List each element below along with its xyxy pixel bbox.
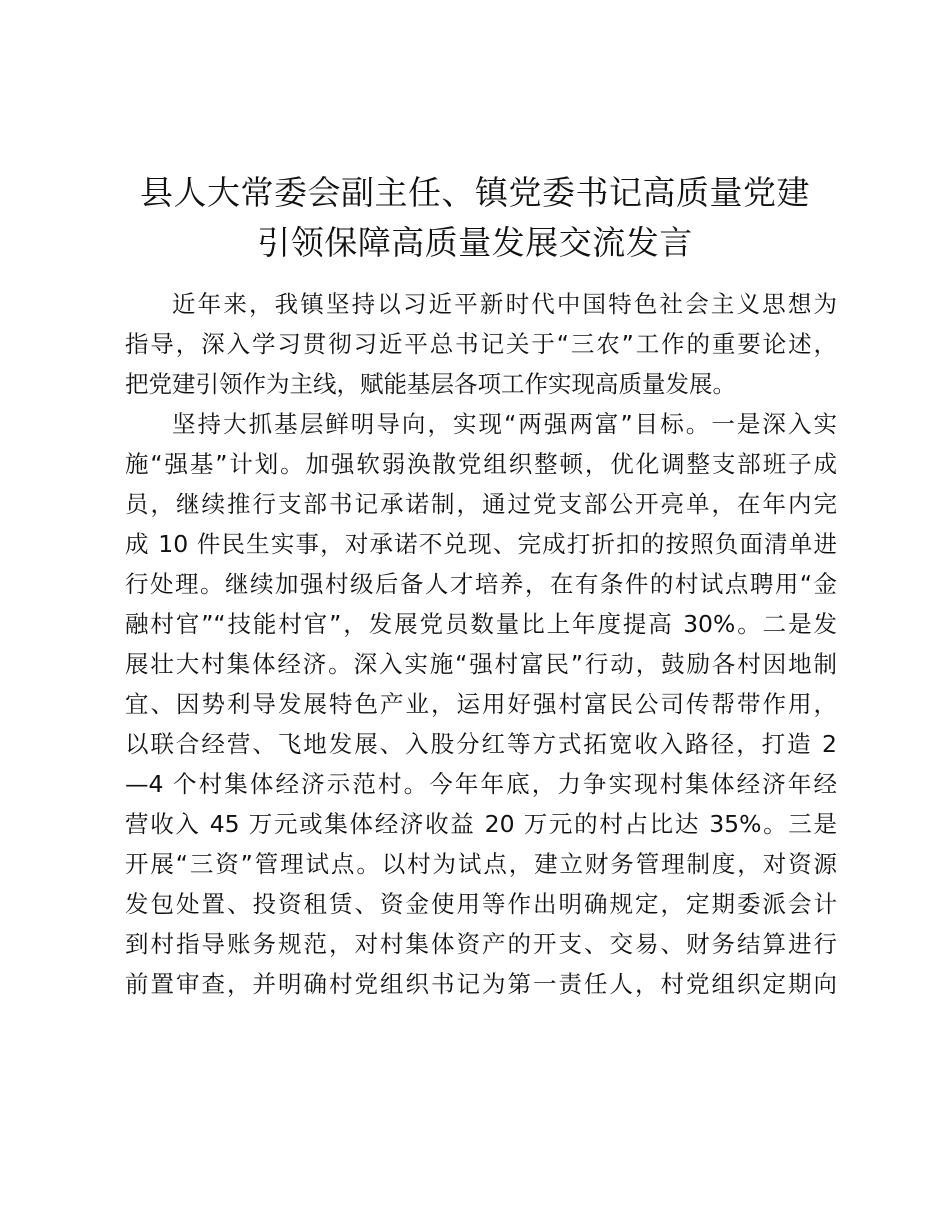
text-line: 开展“三资”管理试点。以村为试点，建立财务管理制度，对资源	[125, 850, 837, 878]
text-line: 行处理。继续加强村级后备人才培养，在有条件的村试点聘用“金	[125, 570, 837, 598]
text-line: 坚持大抓基层鲜明导向，实现“两强两富”目标。一是深入实	[172, 410, 837, 438]
text-line: 成 10 件民生实事，对承诺不兑现、完成打折扣的按照负面清单进	[125, 530, 837, 558]
text-line: 以联合经营、飞地发展、入股分红等方式拓宽收入路径，打造 2	[125, 730, 837, 758]
text-line: 展壮大村集体经济。深入实施“强村富民”行动，鼓励各村因地制	[125, 650, 837, 678]
text-line: —4 个村集体经济示范村。今年年底，力争实现村集体经济年经	[125, 770, 837, 798]
text-line: 营收入 45 万元或集体经济收益 20 万元的村占比达 35%。三是	[125, 810, 837, 838]
text-line: 指导，深入学习贯彻习近平总书记关于“三农”工作的重要论述，	[125, 330, 837, 358]
title-line: 引领保障高质量发展交流发言	[257, 223, 693, 262]
document-title	[120, 168, 830, 268]
paragraph-intro	[125, 284, 837, 404]
text-line: 宜、因势利导发展特色产业，运用好强村富民公司传帮带作用，	[125, 690, 837, 718]
title-line: 县人大常委会副主任、镇党委书记高质量党建	[140, 173, 810, 212]
text-line: 融村官”“技能村官”，发展党员数量比上年度提高 30%。二是发	[125, 610, 837, 638]
text-line: 把党建引领作为主线，赋能基层各项工作实现高质量发展。	[125, 370, 736, 398]
text-line: 到村指导账务规范，对村集体资产的开支、交易、财务结算进行	[125, 930, 837, 958]
text-line: 前置审查，并明确村党组织书记为第一责任人，村党组织定期向	[125, 970, 837, 998]
text-line: 员，继续推行支部书记承诺制，通过党支部公开亮单，在年内完	[125, 490, 837, 518]
paragraph-grassroots	[125, 404, 837, 1004]
text-line: 施“强基”计划。加强软弱涣散党组织整顿，优化调整支部班子成	[125, 450, 837, 478]
document-body	[125, 284, 837, 1004]
text-line: 近年来，我镇坚持以习近平新时代中国特色社会主义思想为	[172, 290, 837, 318]
text-line: 发包处置、投资租赁、资金使用等作出明确规定，定期委派会计	[125, 890, 837, 918]
